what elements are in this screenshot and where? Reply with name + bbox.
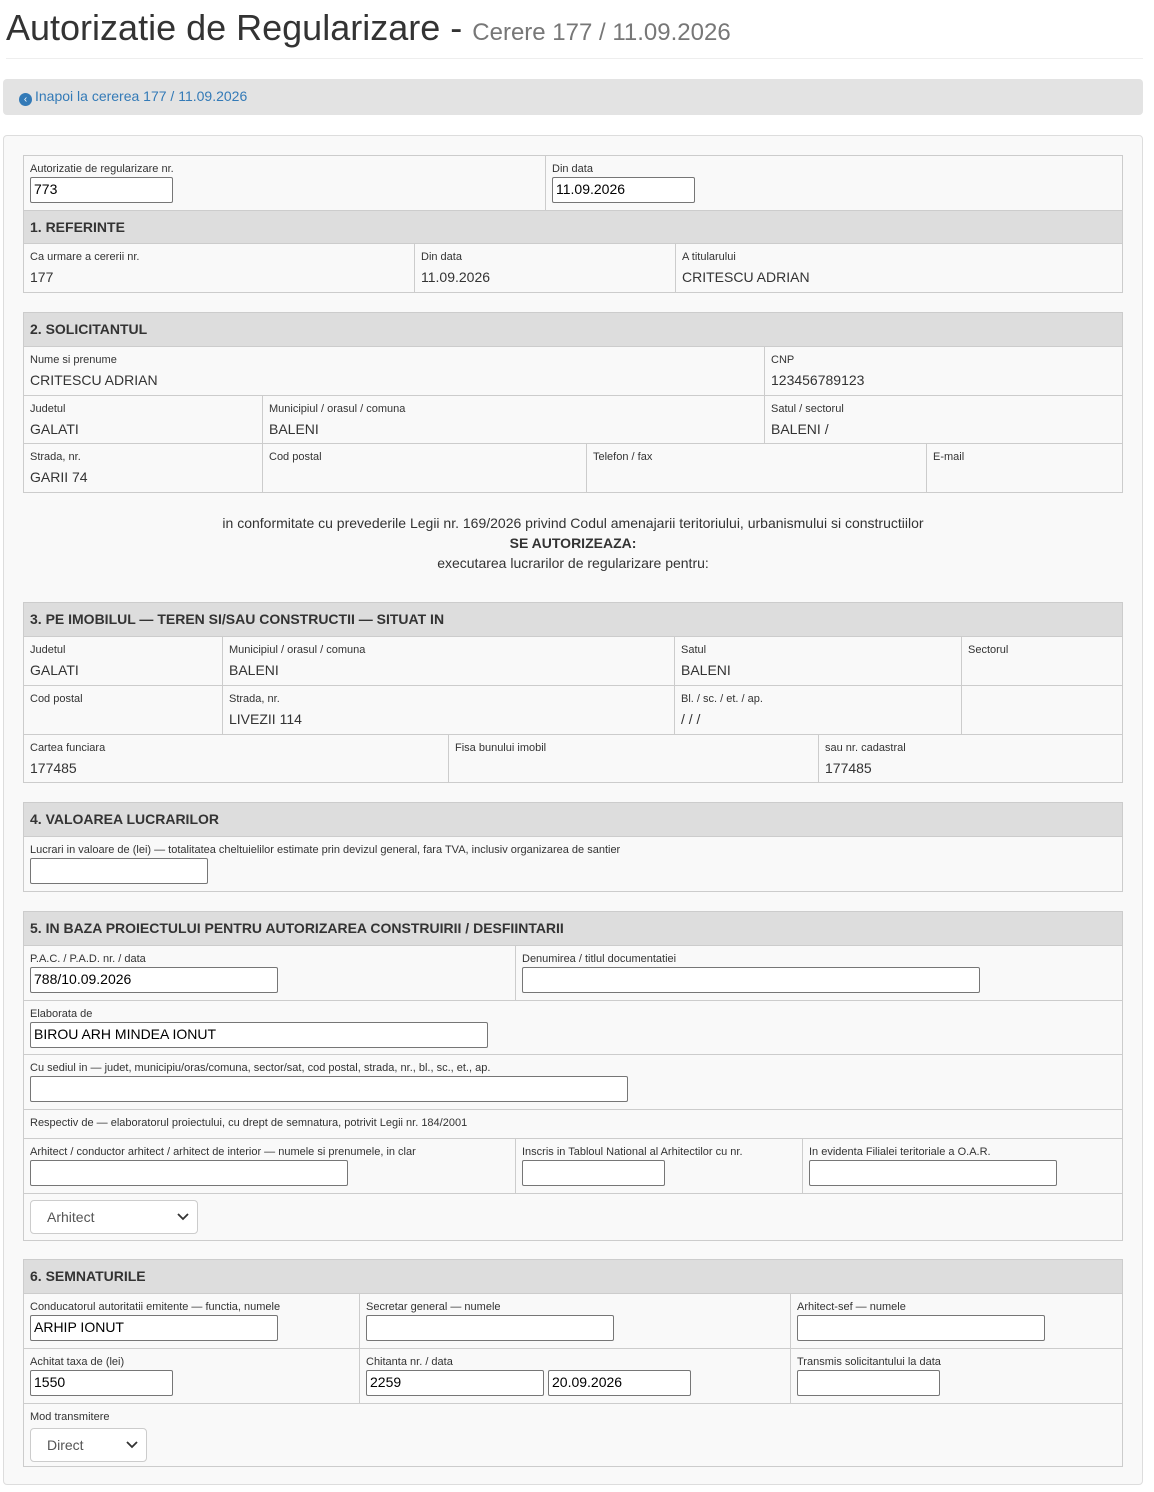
proiect-respectiv-label: Respectiv de — elaboratorul proiectului, cu drept de semnatura, potrivit Legii nr. 184/2001	[30, 1117, 468, 1129]
conformity-text	[23, 513, 1123, 573]
referinte-titular-label: A titularului	[682, 251, 736, 263]
proiect-elaborata-input[interactable]: BIROU ARH MINDEA IONUT	[30, 1022, 488, 1048]
section-semnaturi-title: 6. SEMNATURILE	[24, 1260, 1122, 1293]
page-title	[6, 8, 1143, 53]
title-separator: -	[450, 7, 463, 48]
imobil-carte-label: Cartea funciara	[30, 742, 106, 754]
semnaturi-conducator-cell	[24, 1294, 359, 1348]
solicitant-sat-label: Satul / sectorul	[771, 403, 844, 415]
valoare-cell	[24, 837, 1122, 891]
section-solicitant-title: 2. SOLICITANTUL	[24, 313, 1122, 346]
proiect-respectiv-cell	[24, 1110, 1122, 1139]
proiect-tablou-cell	[515, 1139, 802, 1193]
imobil-cod-cell	[24, 686, 222, 734]
imobil-cadastral-cell	[818, 735, 1122, 783]
semnaturi-secretar-cell	[359, 1294, 790, 1348]
semnaturi-secretar-label: Secretar general — numele	[366, 1301, 501, 1313]
referinte-date-cell	[414, 244, 675, 292]
solicitant-cod-cell	[262, 444, 586, 492]
page-header	[6, 8, 1143, 59]
section-valoare-title: 4. VALOAREA LUCRARILOR	[24, 803, 1122, 836]
referinte-cerere-cell	[24, 244, 414, 292]
semnaturi-conducator-input[interactable]: ARHIP IONUT	[30, 1315, 278, 1341]
solicitant-sat-cell	[764, 396, 1122, 444]
proiect-tablou-label: Inscris in Tabloul National al Arhitectilor cu nr.	[522, 1146, 743, 1158]
solicitant-strada-value: GARII 74	[30, 469, 88, 485]
imobil-cod-label: Cod postal	[30, 693, 83, 705]
solicitant-email-cell	[926, 444, 1122, 492]
imobil-carte-cell	[24, 735, 448, 783]
proiect-sediu-input[interactable]	[30, 1076, 628, 1102]
solicitant-telefon-cell	[586, 444, 926, 492]
semnaturi-transmis-input[interactable]	[797, 1370, 940, 1396]
proiect-pac-label: P.A.C. / P.A.D. nr. / data	[30, 953, 146, 965]
solicitant-cnp-value: 123456789123	[771, 372, 865, 388]
referinte-date-value: 11.09.2026	[421, 269, 491, 285]
semnaturi-secretar-input[interactable]	[366, 1315, 614, 1341]
proiect-filiala-cell	[802, 1139, 1122, 1193]
solicitant-cod-label: Cod postal	[269, 451, 322, 463]
imobil-judet-cell	[24, 637, 222, 685]
semnaturi-chitanta-cell	[359, 1349, 790, 1403]
conformity-line-1: in conformitate cu prevederile Legii nr. 169/2026 privind Codul amenajarii teritoriului, urbanismului si constructiilor	[222, 515, 924, 531]
imobil-strada-label: Strada, nr.	[229, 693, 280, 705]
proiect-arhitect-cell	[24, 1139, 515, 1193]
proiect-pac-input[interactable]: 788/10.09.2026	[30, 967, 278, 993]
semnaturi-transmis-label: Transmis solicitantului la data	[797, 1356, 941, 1368]
semnaturi-chitanta-data-input[interactable]: 20.09.2026	[548, 1370, 691, 1396]
imobil-box	[23, 602, 1123, 783]
solicitant-email-label: E-mail	[933, 451, 965, 463]
conformity-authorize: SE AUTORIZEAZA:	[509, 535, 637, 551]
solicitant-strada-label: Strada, nr.	[30, 451, 81, 463]
imobil-fisa-label: Fisa bunului imobil	[455, 742, 547, 754]
valoare-box	[23, 802, 1123, 892]
imobil-sector-cell	[961, 637, 1122, 685]
imobil-fisa-cell	[448, 735, 818, 783]
page-title-text: Autorizatie de Regularizare	[6, 7, 441, 48]
semnaturi-arhitect-sef-cell	[790, 1294, 1122, 1348]
semnaturi-chitanta-nr-input[interactable]: 2259	[366, 1370, 544, 1396]
proiect-box	[23, 911, 1123, 1241]
semnaturi-box	[23, 1259, 1123, 1467]
semnaturi-transmis-cell	[790, 1349, 1122, 1403]
semnaturi-mod-label: Mod transmitere	[30, 1411, 110, 1423]
auth-number-input[interactable]: 773	[30, 177, 173, 203]
semnaturi-conducator-label: Conducatorul autoritatii emitente — functia, numele	[30, 1301, 281, 1313]
semnaturi-taxa-label: Achitat taxa de (lei)	[30, 1356, 125, 1368]
proiect-denumire-cell	[515, 946, 1122, 1000]
solicitant-judet-label: Judetul	[30, 403, 66, 415]
imobil-cadastral-value: 177485	[825, 760, 872, 776]
semnaturi-taxa-cell	[24, 1349, 359, 1403]
referinte-titular-value: CRITESCU ADRIAN	[682, 269, 810, 285]
proiect-filiala-input[interactable]	[809, 1160, 1057, 1186]
transmission-mode-value: Direct	[47, 1437, 84, 1453]
imobil-strada-value: LIVEZII 114	[229, 711, 302, 727]
valoare-input[interactable]	[30, 858, 208, 884]
imobil-strada-cell	[222, 686, 674, 734]
imobil-municipiu-cell	[222, 637, 674, 685]
auth-date-label: Din data	[552, 163, 593, 175]
proiect-sediu-label: Cu sediul in — judet, municipiu/oras/comuna, sector/sat, cod postal, strada, nr., bl., sc., et., ap.	[30, 1062, 491, 1074]
referinte-cerere-value: 177	[30, 269, 54, 285]
imobil-municipiu-value: BALENI	[229, 662, 279, 678]
imobil-sat-label: Satul	[681, 644, 707, 656]
breadcrumb	[3, 79, 1143, 115]
solicitant-judet-cell	[24, 396, 262, 444]
solicitant-strada-cell	[24, 444, 262, 492]
auth-number-label: Autorizatie de regularizare nr.	[30, 163, 174, 175]
proiect-filiala-label: In evidenta Filialei teritoriale a O.A.R.	[809, 1146, 991, 1158]
proiect-tablou-input[interactable]	[522, 1160, 665, 1186]
proiect-arhitect-input[interactable]	[30, 1160, 348, 1186]
imobil-judet-label: Judetul	[30, 644, 66, 656]
back-link-label: Inapoi la cererea 177 / 11.09.2026	[35, 88, 248, 104]
solicitant-name-cell	[24, 347, 764, 395]
imobil-bloc-value: / / /	[681, 711, 701, 727]
architect-role-select[interactable]	[30, 1200, 198, 1234]
solicitant-cnp-label: CNP	[771, 354, 795, 366]
solicitant-municipiu-label: Municipiul / orasul / comuna	[269, 403, 406, 415]
imobil-municipiu-label: Municipiul / orasul / comuna	[229, 644, 366, 656]
section-proiect-title: 5. IN BAZA PROIECTULUI PENTRU AUTORIZAREA CONSTRUIRII / DESFIINTARII	[24, 912, 1122, 945]
chevron-down-icon	[126, 1441, 138, 1449]
semnaturi-taxa-input[interactable]: 1550	[30, 1370, 173, 1396]
solicitant-box	[23, 312, 1123, 493]
imobil-cadastral-label: sau nr. cadastral	[825, 742, 906, 754]
solicitant-municipiu-cell	[262, 396, 764, 444]
semnaturi-mod-cell	[24, 1404, 1122, 1466]
valoare-label: Lucrari in valoare de (lei) — totalitatea cheltuielilor estimate prin devizul general, fara TVA, inclusiv organizarea de santier	[30, 844, 621, 856]
chevron-left-circle-icon: ‹	[19, 93, 32, 106]
auth-date-input[interactable]: 11.09.2026	[552, 177, 695, 203]
referinte-cerere-label: Ca urmare a cererii nr.	[30, 251, 140, 263]
authorization-box	[23, 155, 1123, 293]
page-subtitle: Cerere 177 / 11.09.2026	[472, 19, 731, 46]
semnaturi-arhitect-sef-label: Arhitect-sef — numele	[797, 1301, 906, 1313]
proiect-sediu-cell	[24, 1055, 1122, 1109]
referinte-date-label: Din data	[421, 251, 462, 263]
proiect-denumire-input[interactable]	[522, 967, 980, 993]
solicitant-municipiu-value: BALENI	[269, 421, 319, 437]
solicitant-judet-value: GALATI	[30, 421, 79, 437]
semnaturi-arhitect-sef-input[interactable]	[797, 1315, 1045, 1341]
proiect-pac-cell	[24, 946, 515, 1000]
auth-number-cell	[24, 156, 545, 210]
auth-date-cell	[545, 156, 1122, 210]
section-referinte-title: 1. REFERINTE	[24, 210, 1122, 243]
solicitant-sat-value: BALENI /	[771, 421, 829, 437]
imobil-sat-value: BALENI	[681, 662, 731, 678]
solicitant-telefon-label: Telefon / fax	[593, 451, 653, 463]
proiect-role-cell	[24, 1194, 1122, 1242]
proiect-denumire-label: Denumirea / titlul documentatiei	[522, 953, 677, 965]
proiect-arhitect-label: Arhitect / conductor arhitect / arhitect de interior — numele si prenumele, in clar	[30, 1146, 416, 1158]
architect-role-value: Arhitect	[47, 1209, 95, 1225]
conformity-line-3: executarea lucrarilor de regularizare pentru:	[437, 555, 709, 571]
back-link[interactable]	[19, 88, 247, 104]
imobil-judet-value: GALATI	[30, 662, 79, 678]
solicitant-name-value: CRITESCU ADRIAN	[30, 372, 158, 388]
semnaturi-chitanta-label: Chitanta nr. / data	[366, 1356, 453, 1368]
solicitant-name-label: Nume si prenume	[30, 354, 117, 366]
proiect-elaborata-cell	[24, 1001, 1122, 1054]
imobil-bloc-cell	[674, 686, 961, 734]
imobil-sector-label: Sectorul	[968, 644, 1009, 656]
transmission-mode-select[interactable]	[30, 1428, 147, 1462]
imobil-empty-cell	[961, 686, 1122, 734]
imobil-sat-cell	[674, 637, 961, 685]
solicitant-cnp-cell	[764, 347, 1122, 395]
proiect-elaborata-label: Elaborata de	[30, 1008, 93, 1020]
imobil-carte-value: 177485	[30, 760, 77, 776]
referinte-titular-cell	[675, 244, 1122, 292]
section-imobil-title: 3. PE IMOBILUL — TEREN SI/SAU CONSTRUCTII — SITUAT IN	[24, 603, 1122, 636]
chevron-down-icon	[177, 1213, 189, 1221]
conformity-line-2	[23, 533, 1123, 553]
imobil-bloc-label: Bl. / sc. / et. / ap.	[681, 693, 763, 705]
